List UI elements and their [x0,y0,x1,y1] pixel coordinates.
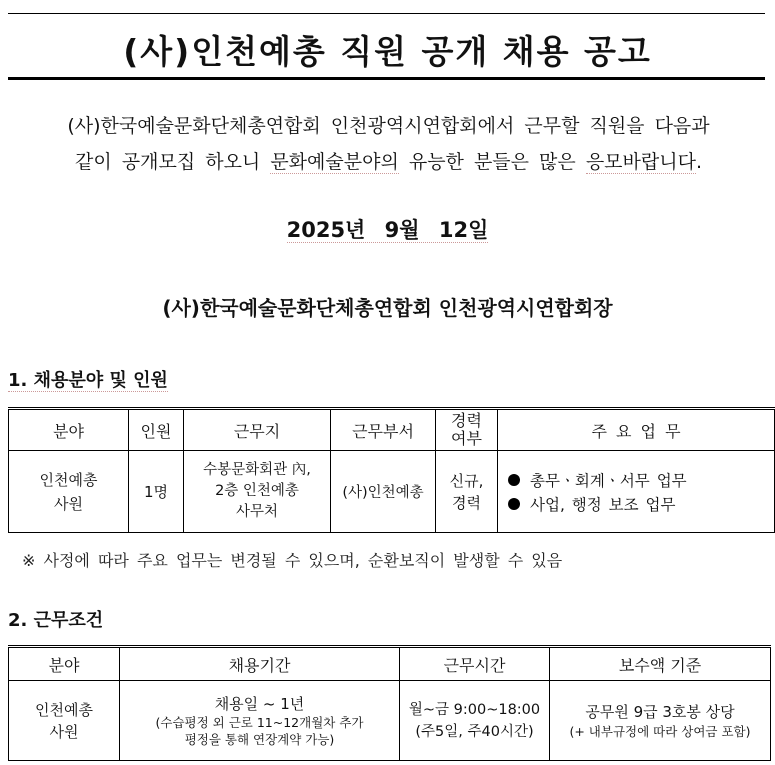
cell-place [184,451,331,533]
conditions-table [8,645,771,761]
recruitment-table [8,407,775,533]
cell-line: 수봉문화회관 內, [203,462,311,478]
header-place: 근무지 [184,409,331,451]
cell-line: 경력 [452,493,481,512]
cell-pay [550,681,771,761]
cell-line: 공무원 9급 3호봉 상당 [585,703,735,721]
cell-duties [498,451,775,533]
cell-line: 사원 [49,722,79,741]
header-career [436,409,498,451]
intro-line-1: (사)한국예술문화단체총연합회 인천광역시연합회에서 근무할 직원을 다음과 [67,115,710,137]
cell-line: 사무처 [235,504,279,520]
duty-text: 사업, 행정 보조 업무 [530,495,676,514]
cell-line: 사원 [54,494,83,513]
date-text: 2025년 9월 12일 [286,218,489,242]
cell-line: 신규, [449,471,484,490]
duty-text: 총무ㆍ회계ㆍ서무 업무 [530,471,687,490]
duty-item [508,469,774,491]
intro-text-underlined: 문화예술분야의 [270,151,399,173]
header-career-line: 경력 [451,411,482,430]
cell-line: (+ 내부규정에 따라 상여금 포함) [569,724,751,739]
signature: (사)한국예술문화단체총연합회 인천광역시연합회장 [162,296,613,320]
page-title: (사)인천예총 직원 공개 채용 공고 [123,32,652,71]
intro-text: . [695,151,702,173]
cell-dept: (사)인천예총 [331,451,436,533]
header-count: 인원 [129,409,184,451]
title-bottom-rule [8,77,765,80]
intro-line-2 [26,144,751,180]
header-field: 분야 [9,409,129,451]
announcement-date [0,214,775,244]
bullet-icon [508,474,520,486]
cell-field [9,681,120,761]
cell-line: 인천예총 [35,700,93,719]
intro-text: 같이 공개모집 하오니 [75,151,271,173]
cell-hours [400,681,550,761]
header-field: 분야 [9,647,120,681]
note: ※ 사정에 따라 주요 업무는 변경될 수 있으며, 순환보직이 발생할 수 있음 [22,551,563,570]
cell-line: 채용일 ~ 1년 [214,694,305,713]
header-duties: 주 요 업 무 [498,409,775,451]
intro-paragraph [26,108,751,180]
cell-line: 평정을 통해 연장계약 가능) [184,731,335,747]
header-career-line: 여부 [451,429,482,448]
cell-line: (수습평정 외 근로 11~12개월차 추가 [155,714,364,730]
duty-item [508,493,774,515]
header-pay: 보수액 기준 [550,647,771,681]
cell-line: 2층 인천예총 [215,483,299,499]
table-row [9,681,771,761]
cell-period [120,681,400,761]
section-1-heading [8,366,168,392]
cell-line: 인천예총 [39,470,98,489]
intro-text: 유능한 분들은 많은 [398,151,586,173]
cell-count: 1명 [129,451,184,533]
cell-field [9,451,129,533]
cell-line: 월~금 9:00~18:00 [408,701,541,718]
header-dept: 근무부서 [331,409,436,451]
bullet-icon [508,498,520,510]
cell-line: (주5일, 주40시간) [415,723,534,740]
table-row [9,451,775,533]
title-top-rule [8,13,765,14]
section-heading-text: 1. 채용분야 및 인원 [8,370,168,391]
header-period: 채용기간 [120,647,400,681]
cell-career [436,451,498,533]
header-hours: 근무시간 [400,647,550,681]
section-2-heading: 2. 근무조건 [8,610,104,631]
intro-text-underlined: 응모바랍니다 [585,151,696,173]
